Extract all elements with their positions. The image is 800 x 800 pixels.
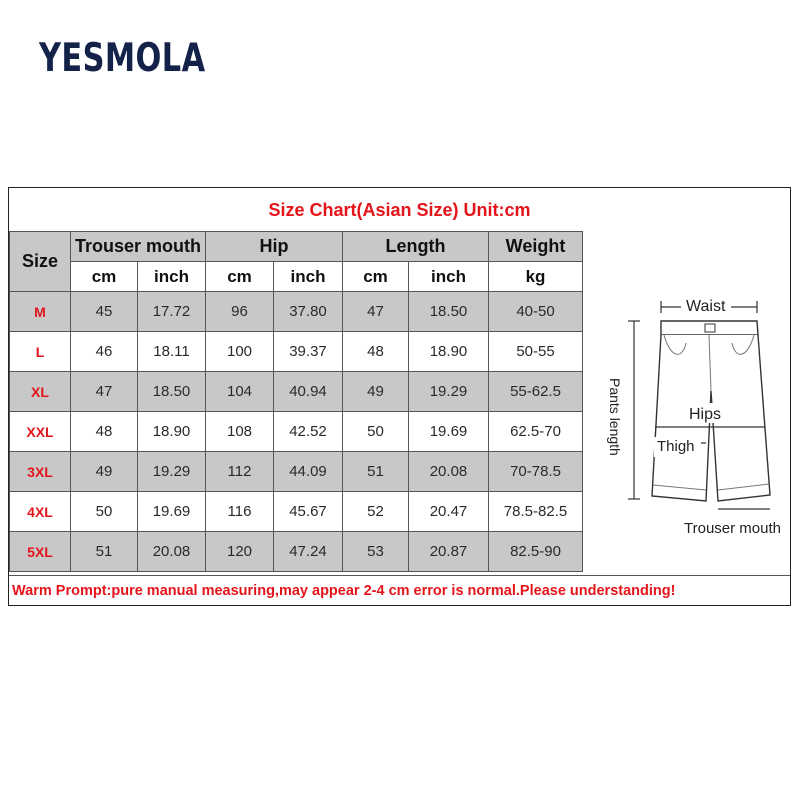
measurement-cell: 82.5-90 — [489, 532, 583, 572]
measurement-cell: 50-55 — [489, 332, 583, 372]
table-row — [10, 332, 583, 372]
measurement-cell: 45 — [71, 292, 138, 332]
size-cell: M — [10, 292, 71, 332]
measurement-cell: 17.72 — [138, 292, 206, 332]
measurement-cell: 20.08 — [409, 452, 489, 492]
header-hip: Hip — [206, 232, 343, 262]
measurement-cell: 19.29 — [409, 372, 489, 412]
measurement-cell: 44.09 — [274, 452, 343, 492]
measurement-cell: 48 — [71, 412, 138, 452]
measurement-cell: 18.90 — [409, 332, 489, 372]
measurement-cell: 104 — [206, 372, 274, 412]
measurement-cell: 51 — [71, 532, 138, 572]
size-cell: 4XL — [10, 492, 71, 532]
measurement-cell: 100 — [206, 332, 274, 372]
measurement-cell: 47 — [71, 372, 138, 412]
table-row — [10, 492, 583, 532]
warm-prompt: Warm Prompt:pure manual measuring,may appear 2-4 cm error is normal.Please understanding! — [9, 575, 790, 605]
table-row — [10, 372, 583, 412]
measurement-cell: 42.52 — [274, 412, 343, 452]
subheader-inch: inch — [409, 262, 489, 292]
label-trouser-mouth: Trouser mouth — [684, 520, 781, 537]
table-row — [10, 412, 583, 452]
label-waist: Waist — [686, 298, 726, 315]
header-weight: Weight — [489, 232, 583, 262]
measurement-cell: 37.80 — [274, 292, 343, 332]
measurement-cell: 78.5-82.5 — [489, 492, 583, 532]
measurement-cell: 112 — [206, 452, 274, 492]
measurement-cell: 40-50 — [489, 292, 583, 332]
measurement-cell: 51 — [343, 452, 409, 492]
size-table — [9, 231, 583, 572]
measurement-cell: 49 — [71, 452, 138, 492]
size-cell: L — [10, 332, 71, 372]
size-cell: XL — [10, 372, 71, 412]
measurement-cell: 47 — [343, 292, 409, 332]
measurement-cell: 18.50 — [138, 372, 206, 412]
shorts-measurement-diagram — [582, 231, 791, 575]
measurement-cell: 39.37 — [274, 332, 343, 372]
measurement-cell: 18.90 — [138, 412, 206, 452]
measurement-cell: 50 — [343, 412, 409, 452]
table-row — [10, 532, 583, 572]
header-length: Length — [343, 232, 489, 262]
subheader-cm: cm — [343, 262, 409, 292]
subheader-inch: inch — [274, 262, 343, 292]
measurement-cell: 40.94 — [274, 372, 343, 412]
measurement-cell: 48 — [343, 332, 409, 372]
shorts-diagram-svg — [582, 231, 791, 575]
measurement-cell: 116 — [206, 492, 274, 532]
measurement-cell: 47.24 — [274, 532, 343, 572]
measurement-cell: 96 — [206, 292, 274, 332]
table-row — [10, 292, 583, 332]
header-trouser-mouth: Trouser mouth — [71, 232, 206, 262]
table-row — [10, 452, 583, 492]
measurement-cell: 62.5-70 — [489, 412, 583, 452]
chart-title: Size Chart(Asian Size) Unit:cm — [268, 200, 531, 220]
subheader-inch: inch — [138, 262, 206, 292]
measurement-cell: 46 — [71, 332, 138, 372]
measurement-cell: 19.29 — [138, 452, 206, 492]
label-pants-length: Pants length — [607, 378, 623, 456]
measurement-cell: 53 — [343, 532, 409, 572]
subheader-kg: kg — [489, 262, 583, 292]
measurement-cell: 70-78.5 — [489, 452, 583, 492]
brand-logo: YESMOLA — [39, 36, 206, 81]
measurement-cell: 52 — [343, 492, 409, 532]
size-cell: XXL — [10, 412, 71, 452]
measurement-cell: 20.47 — [409, 492, 489, 532]
measurement-cell: 19.69 — [409, 412, 489, 452]
measurement-cell: 49 — [343, 372, 409, 412]
measurement-cell: 55-62.5 — [489, 372, 583, 412]
measurement-cell: 20.08 — [138, 532, 206, 572]
measurement-cell: 18.11 — [138, 332, 206, 372]
measurement-cell: 18.50 — [409, 292, 489, 332]
measurement-cell: 108 — [206, 412, 274, 452]
measurement-cell: 19.69 — [138, 492, 206, 532]
size-cell: 3XL — [10, 452, 71, 492]
size-chart — [8, 187, 791, 606]
subheader-cm: cm — [206, 262, 274, 292]
measurement-cell: 50 — [71, 492, 138, 532]
size-cell: 5XL — [10, 532, 71, 572]
subheader-cm: cm — [71, 262, 138, 292]
label-thigh: Thigh — [657, 438, 695, 455]
measurement-cell: 20.87 — [409, 532, 489, 572]
label-hips: Hips — [689, 406, 722, 423]
header-size: Size — [10, 232, 71, 292]
measurement-cell: 45.67 — [274, 492, 343, 532]
measurement-cell: 120 — [206, 532, 274, 572]
